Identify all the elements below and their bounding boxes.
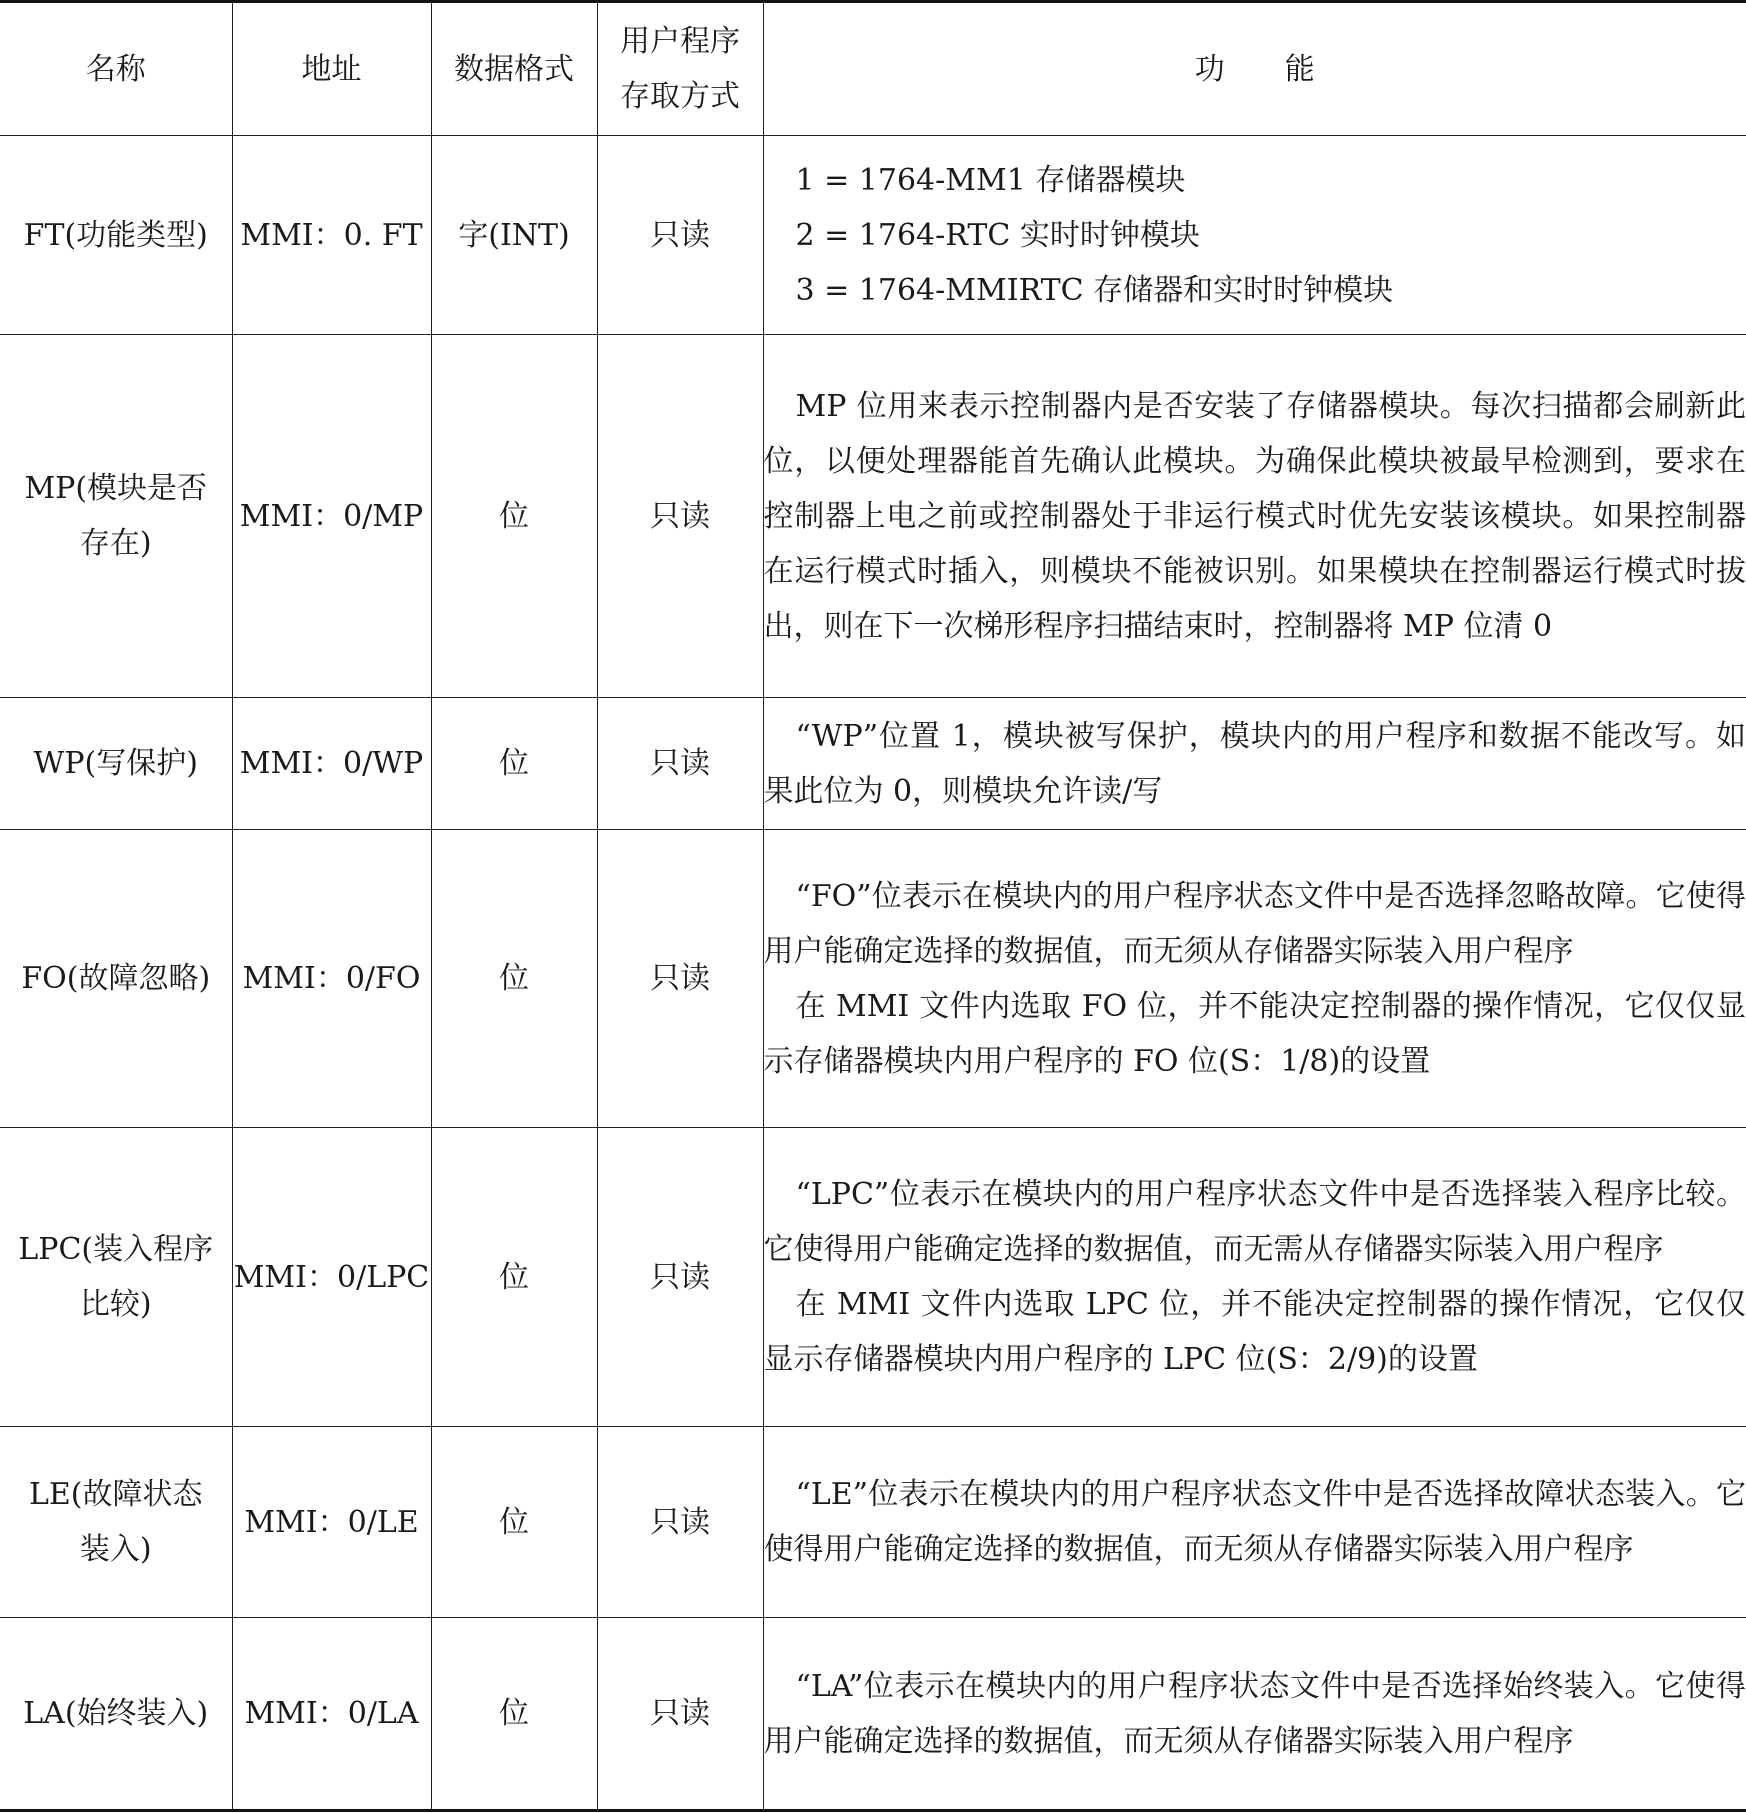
cell-address: MMI：0/LPC [232,1128,431,1427]
header-access [597,2,763,136]
cell-name-line: WP(写保护) [33,746,198,781]
function-paragraph: “FO”位表示在模块内的用户程序状态文件中是否选择忽略故障。它使得用户能确定选择的数据值，而无须从存储器实际装入用户程序 [763,878,1746,969]
cell-name-line: 存在) [79,526,152,561]
cell-format: 位 [431,1427,597,1618]
function-list-item: 3 = 1764-MMIRTC 存储器和实时时钟模块 [795,272,1394,308]
cell-function [763,136,1746,335]
cell-format: 位 [431,335,597,698]
function-paragraph: “WP”位置 1，模块被写保护，模块内的用户程序和数据不能改写。如果此位为 0，则模块允许读/写 [763,718,1746,809]
table-row [0,335,1746,698]
cell-name-line: LE(故障状态 [28,1477,203,1512]
cell-name [0,1618,232,1811]
cell-name-line: 装入) [79,1532,152,1567]
cell-name [0,335,232,698]
cell-function [763,698,1746,830]
cell-name [0,1128,232,1427]
function-list-item: 2 = 1764-RTC 实时时钟模块 [795,217,1200,253]
table-row [0,136,1746,335]
cell-name [0,830,232,1128]
cell-function [763,1618,1746,1811]
table-row [0,1427,1746,1618]
function-paragraph: “LA”位表示在模块内的用户程序状态文件中是否选择始终装入。它使得用户能确定选择的数据值，而无须从存储器实际装入用户程序 [763,1668,1746,1759]
function-paragraph: 在 MMI 文件内选取 LPC 位，并不能决定控制器的操作情况，它仅仅显示存储器模块内用户程序的 LPC 位(S：2/9)的设置 [763,1287,1746,1377]
cell-name-line: LA(始终装入) [23,1696,209,1731]
cell-format: 位 [431,1128,597,1427]
cell-function [763,1128,1746,1427]
header-address: 地址 [232,2,431,136]
header-row [0,2,1746,136]
table-row [0,1618,1746,1811]
cell-name-line: FT(功能类型) [23,217,208,253]
cell-address: MMI：0/LE [232,1427,431,1618]
function-list-item: 1 = 1764-MM1 存储器模块 [795,162,1186,198]
cell-function [763,335,1746,698]
cell-address: MMI：0/LA [232,1618,431,1811]
cell-name [0,1427,232,1618]
table-row [0,1128,1746,1427]
cell-address: MMI：0/WP [232,698,431,830]
table-body [0,136,1746,1811]
cell-access: 只读 [597,136,763,335]
cell-name-line: MP(模块是否 [24,471,208,506]
table-row [0,830,1746,1128]
header-name: 名称 [0,2,232,136]
cell-access: 只读 [597,1618,763,1811]
cell-function [763,830,1746,1128]
cell-name-line: 比较) [79,1287,152,1322]
cell-name-line: FO(故障忽略) [21,961,211,996]
cell-access: 只读 [597,1128,763,1427]
cell-name [0,136,232,335]
cell-access: 只读 [597,1427,763,1618]
function-paragraph: “LPC”位表示在模块内的用户程序状态文件中是否选择装入程序比较。它使得用户能确定选择的数据值，而无需从存储器实际装入用户程序 [763,1177,1746,1267]
cell-address: MMI：0/MP [232,335,431,698]
header-function: 功 能 [763,2,1746,136]
header-format: 数据格式 [431,2,597,136]
cell-format: 字(INT) [431,136,597,335]
header-access-line-1: 用户程序 [620,24,740,59]
cell-access: 只读 [597,335,763,698]
cell-function [763,1427,1746,1618]
cell-access: 只读 [597,830,763,1128]
cell-format: 位 [431,1618,597,1811]
cell-format: 位 [431,698,597,830]
cell-name-line: LPC(装入程序 [18,1232,214,1267]
function-paragraph: MP 位用来表示控制器内是否安装了存储器模块。每次扫描都会刷新此位，以便处理器能首先确认此模块。为确保此模块被最早检测到，要求在控制器上电之前或控制器处于非运行模式时优先安装该模块。如果控制器在运行模式时插入，则模块不能被识别。如果模块在控制器运行模式时拔出，则在下一次梯形程序扫描结束时，控制器将 MP 位清 0 [763,388,1746,644]
cell-address: MMI：0. FT [232,136,431,335]
function-paragraph: 在 MMI 文件内选取 FO 位，并不能决定控制器的操作情况，它仅仅显示存储器模块内用户程序的 FO 位(S：1/8)的设置 [763,988,1746,1079]
table-row [0,698,1746,830]
function-paragraph: “LE”位表示在模块内的用户程序状态文件中是否选择故障状态装入。它使得用户能确定选择的数据值，而无须从存储器实际装入用户程序 [763,1477,1746,1567]
cell-address: MMI：0/FO [232,830,431,1128]
cell-format: 位 [431,830,597,1128]
cell-name [0,698,232,830]
header-access-line-2: 存取方式 [620,79,740,114]
cell-access: 只读 [597,698,763,830]
